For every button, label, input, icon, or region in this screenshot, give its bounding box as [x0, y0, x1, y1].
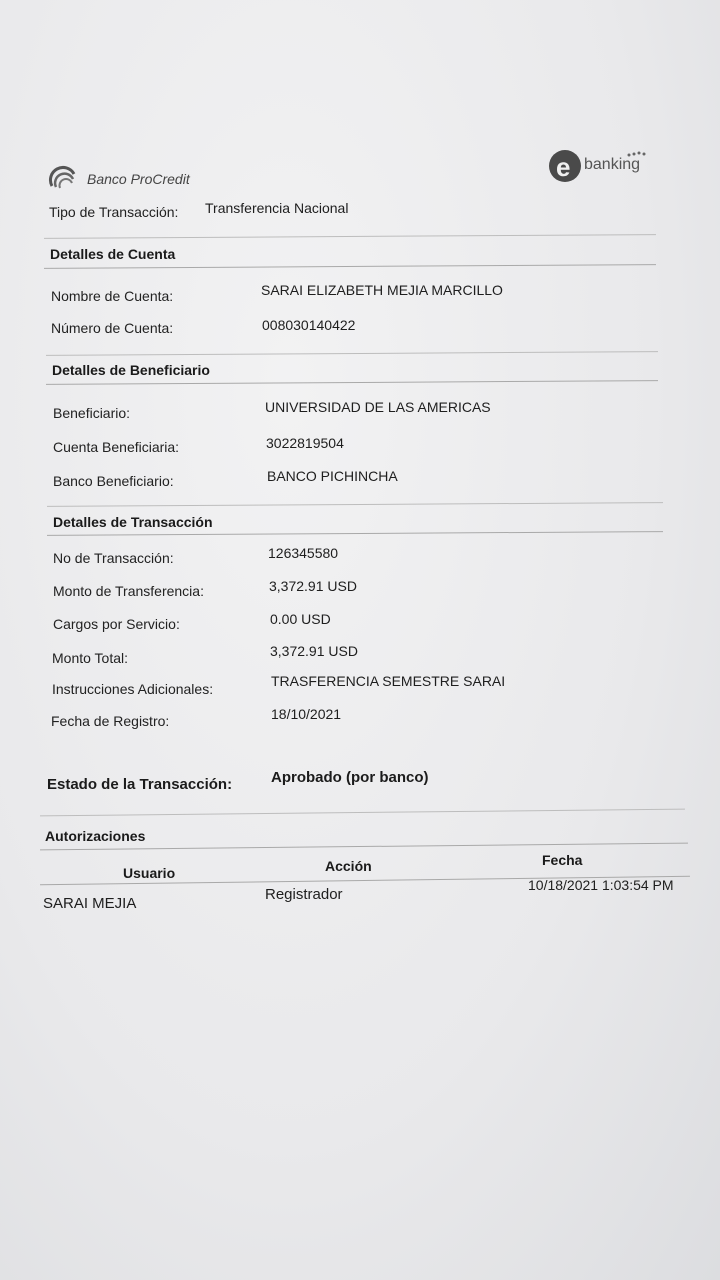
beneficiary-section-heading: Detalles de Beneficiario: [52, 362, 210, 378]
account-number-value: 008030140422: [262, 317, 356, 333]
ebanking-letter: e: [556, 152, 571, 182]
ebanking-word: banking: [584, 156, 641, 173]
beneficiary-bank-value: BANCO PICHINCHA: [267, 468, 398, 484]
account-section-heading: Detalles de Cuenta: [50, 246, 176, 262]
beneficiary-account-label: Cuenta Beneficiaria:: [53, 439, 180, 455]
transfer-amount-label: Monto de Transferencia:: [53, 583, 204, 599]
bank-name: Banco ProCredit: [87, 171, 190, 187]
dots-icon: [626, 150, 646, 158]
transaction-number-label: No de Transacción:: [53, 550, 174, 566]
beneficiary-name-label: Beneficiario:: [53, 405, 131, 421]
account-name-label: Nombre de Cuenta:: [51, 288, 174, 304]
row-action: Registrador: [265, 886, 343, 903]
procredit-logo-icon: [48, 164, 78, 192]
divider: [47, 502, 663, 507]
transaction-type-value: Transferencia Nacional: [205, 200, 349, 216]
registration-date-label: Fecha de Registro:: [51, 713, 170, 729]
divider: [46, 351, 658, 356]
divider: [44, 264, 656, 269]
transaction-section-heading: Detalles de Transacción: [53, 514, 213, 530]
row-date: 10/18/2021 1:03:54 PM: [528, 877, 674, 893]
transaction-type-label: Tipo de Transacción:: [49, 204, 179, 220]
column-header-usuario: Usuario: [123, 865, 176, 881]
divider: [46, 380, 658, 385]
column-header-accion: Acción: [325, 858, 372, 874]
beneficiary-account-value: 3022819504: [266, 435, 344, 451]
total-amount-label: Monto Total:: [52, 650, 129, 666]
transaction-number-value: 126345580: [268, 545, 339, 561]
service-fees-value: 0.00 USD: [270, 611, 331, 627]
status-value: Aprobado (por banco): [271, 769, 429, 786]
divider: [40, 809, 685, 817]
status-label: Estado de la Transacción:: [47, 776, 233, 793]
ebanking-logo: [548, 148, 648, 184]
account-number-label: Número de Cuenta:: [51, 320, 174, 336]
instructions-value: TRASFERENCIA SEMESTRE SARAI: [271, 673, 506, 689]
beneficiary-bank-label: Banco Beneficiario:: [53, 473, 174, 489]
column-header-fecha: Fecha: [542, 852, 583, 868]
instructions-label: Instrucciones Adicionales:: [52, 681, 214, 697]
registration-date-value: 18/10/2021: [271, 706, 342, 722]
row-user: SARAI MEJIA: [43, 895, 137, 912]
authorizations-heading: Autorizaciones: [45, 828, 146, 844]
beneficiary-name-value: UNIVERSIDAD DE LAS AMERICAS: [265, 399, 491, 415]
total-amount-value: 3,372.91 USD: [270, 643, 358, 659]
account-name-value: SARAI ELIZABETH MEJIA MARCILLO: [261, 282, 503, 298]
service-fees-label: Cargos por Servicio:: [53, 616, 180, 632]
transfer-amount-value: 3,372.91 USD: [269, 578, 357, 594]
divider: [47, 531, 663, 536]
divider: [44, 234, 656, 239]
